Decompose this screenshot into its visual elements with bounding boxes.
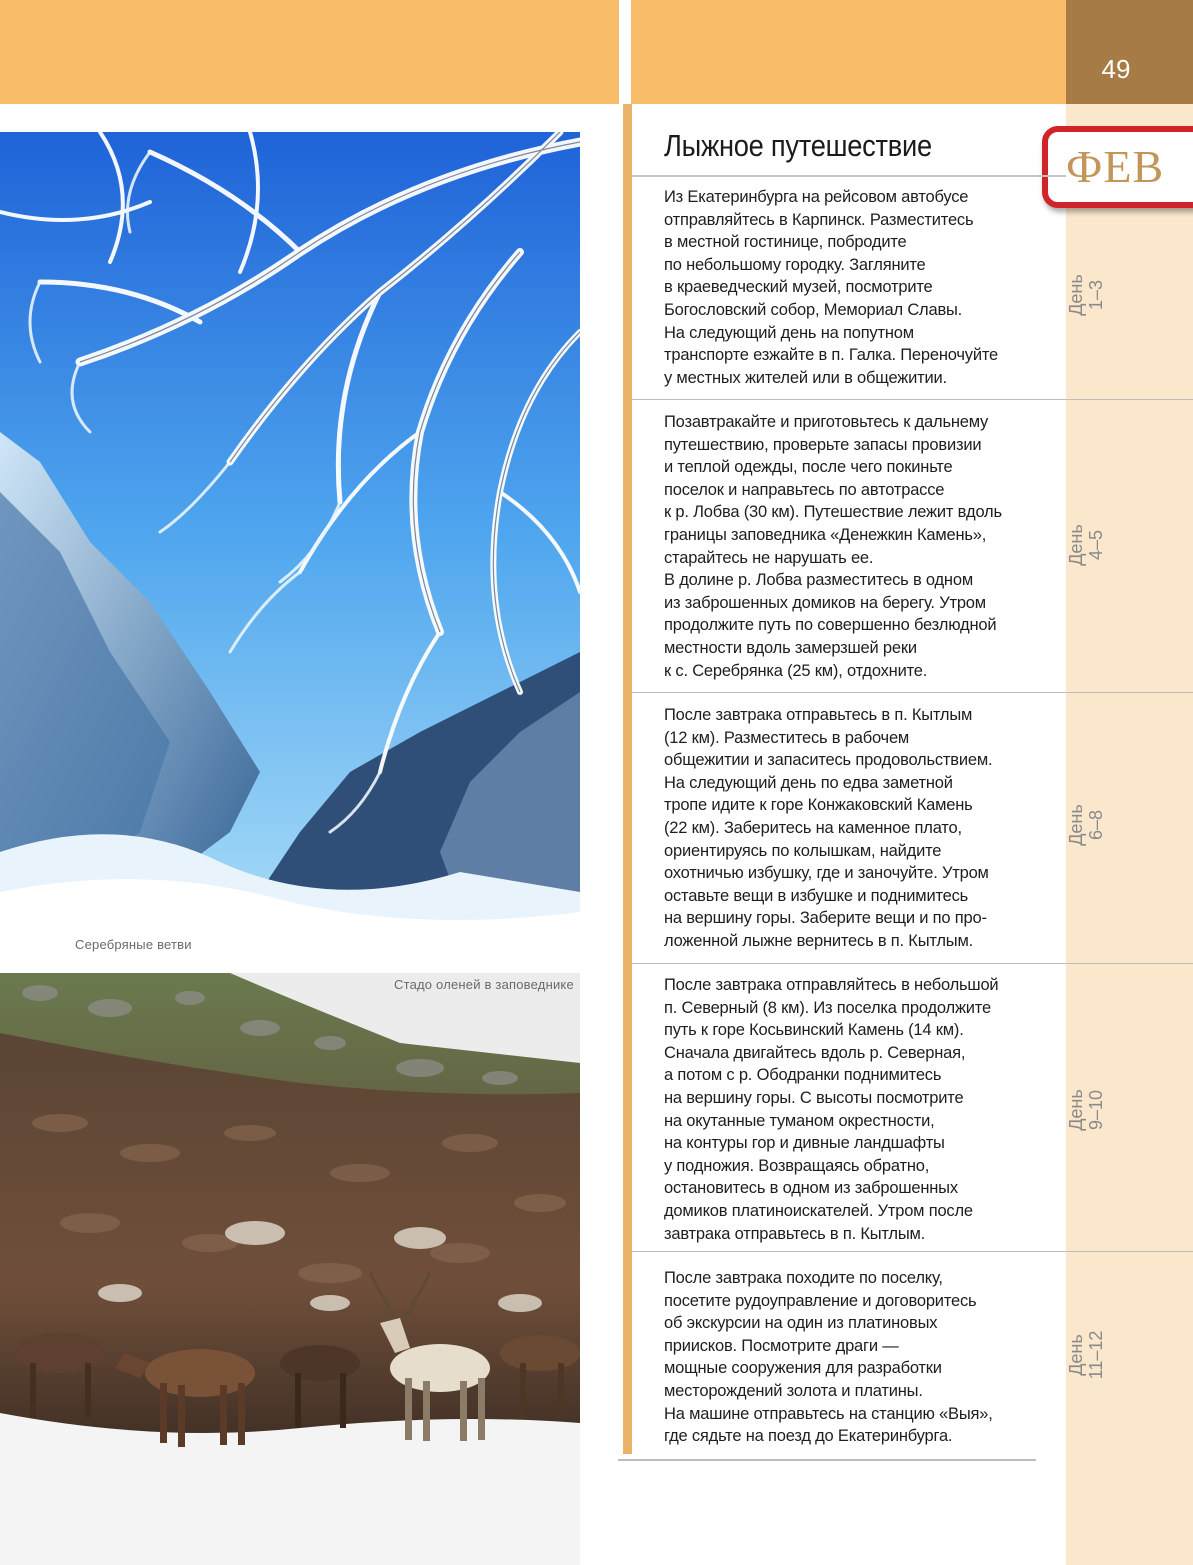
day-divider bbox=[632, 1251, 1193, 1252]
page-number-tab bbox=[1066, 0, 1193, 104]
day-label-6-8: День 6–8 bbox=[1066, 804, 1106, 846]
section-title: Лыжное путешествие bbox=[664, 128, 932, 163]
page-number: 49 bbox=[1101, 54, 1131, 84]
photo-reindeer-herd-image bbox=[0, 973, 580, 1565]
day-label-11-12: День 11–12 bbox=[1066, 1330, 1106, 1380]
month-badge-label: ФЕВ bbox=[1066, 141, 1165, 192]
header-band bbox=[0, 0, 1066, 104]
photo-reindeer-herd bbox=[0, 973, 580, 1565]
day-text-6-8: После завтрака отправьтесь в п. Кытлым (12 км). Разместитесь в рабочем общежитии и запаситесь продовольствием. На следующий день по едва заметной тропе идите к горе Конжаковский Камень (22 км). Заберитесь на каменное плато, ориентируясь по колышкам, найдите охотничью избушку, где и заночуйте. Утром оставьте вещи в избушке и поднимитесь на вершину горы. Заберите вещи и по про- ложенной лыжне вернитесь в п. Кытлым. bbox=[664, 706, 993, 950]
photo-caption-reindeer: Стадо оленей в заповеднике bbox=[394, 977, 574, 992]
day-divider bbox=[632, 399, 1193, 400]
bottom-rule bbox=[618, 1459, 1036, 1461]
day-label-4-5: День 4–5 bbox=[1066, 524, 1106, 566]
photo-silver-branches bbox=[0, 132, 580, 934]
day-text-1-3: Из Екатеринбурга на рейсовом автобусе отправляйтесь в Карпинск. Разместитесь в местной гостинице, побродите по небольшому городку. Загляните в краеведческий музей, посмотрите Богословский собор, Мемориал Славы. На следующий день на попутном транспорте езжайте в п. Галка. Переночуйте у местных жителей или в общежитии. bbox=[664, 188, 998, 387]
day-label-1-3: День 1–3 bbox=[1066, 274, 1106, 316]
day-text-9-10: После завтрака отправляйтесь в небольшой п. Северный (8 км). Из поселка продолжите путь к горе Косьвинский Камень (14 км). Сначала двигайтесь вдоль р. Северная, а потом с р. Ободранки поднимитесь на вершину горы. С высоты посмотрите на окутанные туманом окрестности, на контуры гор и дивные ландшафты у подножия. Возвращаясь обратно, остановитесь в одном из заброшенных домиков платиноискателей. Утром после завтрака отправьтесь в п. Кытлым. bbox=[664, 976, 999, 1243]
day-text-11-12: После завтрака походите по поселку, посетите рудоуправление и договоритесь об экскурсии на один из платиновых приисков. Посмотрите драги — мощные сооружения для разработки месторождений золота и платины. На машине отправьтесь на станцию «Выя», где сядьте на поезд до Екатеринбурга. bbox=[664, 1269, 993, 1446]
column-divider bbox=[623, 104, 632, 1454]
photo-caption-branches: Серебряные ветви bbox=[75, 937, 192, 952]
day-text-4-5: Позавтракайте и приготовьтесь к дальнему путешествию, проверьте запасы провизии и теплой одежды, после чего покиньте поселок и направьтесь по автотрассе к р. Лобва (30 км). Путешествие лежит вдоль границы заповедника «Денежкин Камень», старайтесь не нарушать ее. В долине р. Лобва разместитесь в одном из заброшенных домиков на берегу. Утром продолжите путь по совершенно безлюдной местности вдоль замерзшей реки к с. Серебрянка (25 км), отдохните. bbox=[664, 413, 1002, 680]
day-divider bbox=[632, 692, 1193, 693]
title-rule bbox=[632, 175, 1066, 177]
header-gutter bbox=[619, 0, 631, 104]
day-label-9-10: День 9–10 bbox=[1066, 1089, 1106, 1131]
month-badge bbox=[1042, 126, 1193, 208]
day-divider bbox=[632, 963, 1193, 964]
photo-silver-branches-image bbox=[0, 132, 580, 934]
